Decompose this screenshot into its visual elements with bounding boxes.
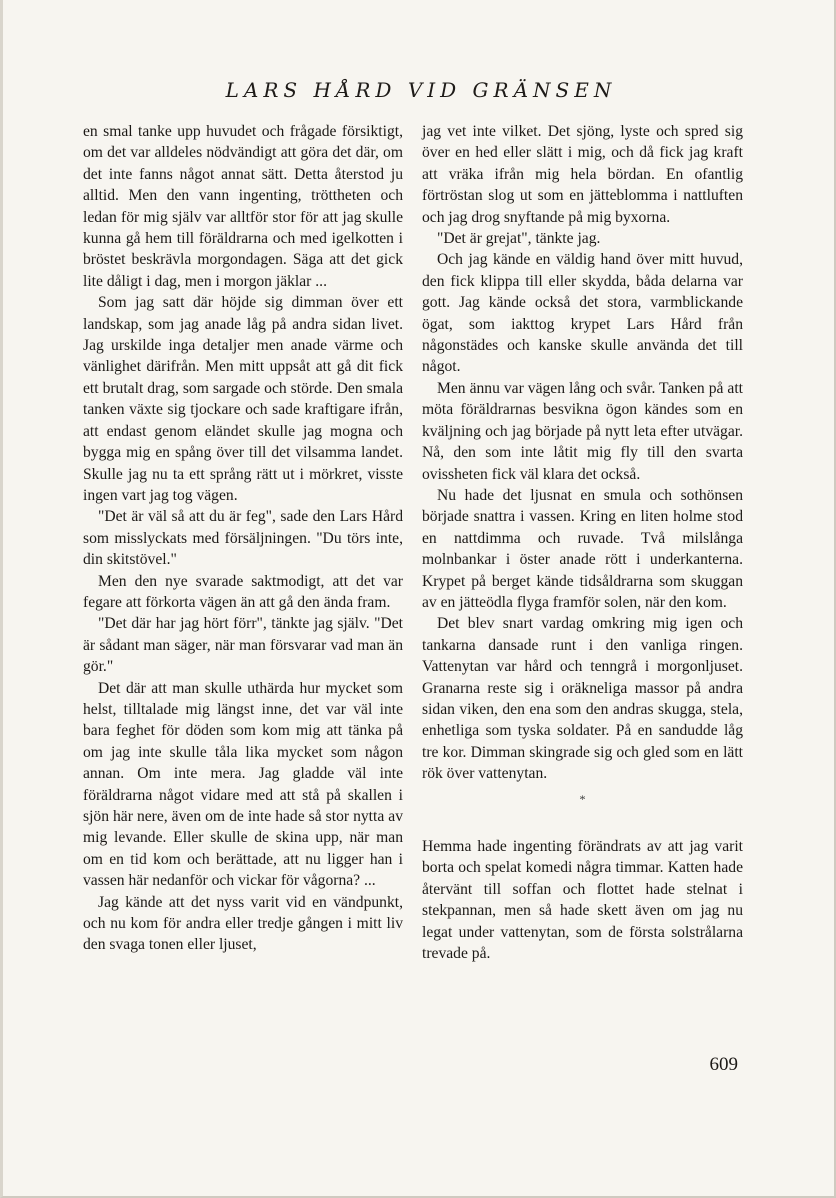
paragraph: Men den nye svarade saktmodigt, att det var fegare att förkorta vägen än att gå den ända fram. xyxy=(83,572,403,611)
paragraph: Det blev snart vardag omkring mig igen och tankarna dansade runt i den vanliga ringen. Vattenytan var hård och tenngrå i morgonljuset. Granarna reste sig i oräkneliga massor på andra sidan viken, den ena som den andras skugga, stela, enhetliga som tyska soldater. På en sandudde låg tre kor. Dimman skingrade sig och gled som en lätt rök över vattenytan. xyxy=(422,615,743,783)
section-break: * xyxy=(579,791,586,806)
paragraph: jag vet inte vilket. Det sjöng, lyste och spred sig över en hed eller slätt i mig, och då fick jag kraft att vräka ifrån mig hela bördan. En ofantlig förtröstan slog ut som en jätteblomma i nattluften och jag drog snyftande på mig byxorna. xyxy=(422,123,743,226)
paragraph: Men ännu var vägen lång och svår. Tanken på att möta föräldrarnas besvikna ögon kändes som en kväljning och jag började på nytt leta efter utvägar. Nå, den som inte låtit mig fly till den svarta ovissheten fick väl klara det också. xyxy=(422,379,743,483)
paragraph: Och jag kände en väldig hand över mitt huvud, den fick klippa till eller skydda, båda delarna var gott. Jag kände också det stora, varmblickande ögat, som iakttog krypet Lars Hård från någonstädes och kanske skulle använda det till något. xyxy=(422,251,743,376)
page-number: 609 xyxy=(709,1054,738,1075)
paragraph: "Det där har jag hört förr", tänkte jag själv. "Det är sådant man säger, när man försvarar vad man än gör." xyxy=(83,615,403,676)
paragraph: Jag kände att det nyss varit vid en vändpunkt, och nu kom för andra eller tredje gången i mitt liv den svaga tonen eller ljuset, xyxy=(83,893,403,954)
paragraph: en smal tanke upp huvudet och frågade försiktigt, om det var alldeles nödvändigt att göra det där, om det inte fanns något annat sätt. Detta återstod ju alltid. Men den vann ingenting, tröttheten och ledan för mig själv var alltför stor för att jag skulle kunna gå hem till föräldrarna och med igelkotten i bröstet beskrävla morgondagen. Säga att det gick lite dåligt i dag, men i morgon jäklar ... xyxy=(83,123,403,290)
paragraph: Som jag satt där höjde sig dimman över ett landskap, som jag anade låg på andra sidan livet. Jag urskilde inga detaljer men anade värme och vänlighet därifrån. Men mitt uppsåt att gå dit fick ett brutalt drag, som sargade och störde. Den smala tanken växte sig tjockare och sade kraftigare ifrån, att endast genom eländet skulle jag mogna och bygga mig en spång över till det vilsamma landet. Skulle jag nu ta ett språng rätt ut i mörkret, visste ingen vart jag tog vägen. xyxy=(83,294,403,504)
paragraph: Det där att man skulle uthärda hur mycket som helst, tilltalade mig längst inne, det var väl inte bara feghet för döden som kom mig att tänka på om jag inte skulle tåla lika mycket som någon annan. Om inte mera. Jag gladde väl inte föräldrarna något vidare med att stå på skallen i sjön här nere, även om de inte hade så stor nytta av mig levande. Eller skulle de skina upp, när man om en tid kom och berättade, att nu ligger han i vassen här nedanför och vickar för vågorna? ... xyxy=(83,679,403,890)
left-column xyxy=(83,121,403,956)
running-head: LARS HÅRD VID GRÄNSEN xyxy=(225,78,617,102)
paragraph: Nu hade det ljusnat en smula och sothönsen började snattra i vassen. Kring en liten holme stod en nattdimma och ruvade. Två milslånga molnbankar i öster anade rött i underkanterna. Krypet på berget kände tidsåldrarna som skuggan av en jätteödla flyga framför solen, när den kom. xyxy=(422,486,743,611)
paragraph: Hemma hade ingenting förändrats av att jag varit borta och spelat komedi några timmar. Katten hade återvänt till soffan och flottet hade stelnat i stekpannan, men så hade skett även om jag nu legat under vattenytan, som de första solstrålarna trevade på. xyxy=(422,838,743,963)
paragraph: "Det är väl så att du är feg", sade den Lars Hård som misslyckats med försäljningen. "Du törs inte, din skitstövel." xyxy=(83,508,403,569)
paragraph: "Det är grejat", tänkte jag. xyxy=(437,230,601,248)
right-column xyxy=(422,121,743,964)
